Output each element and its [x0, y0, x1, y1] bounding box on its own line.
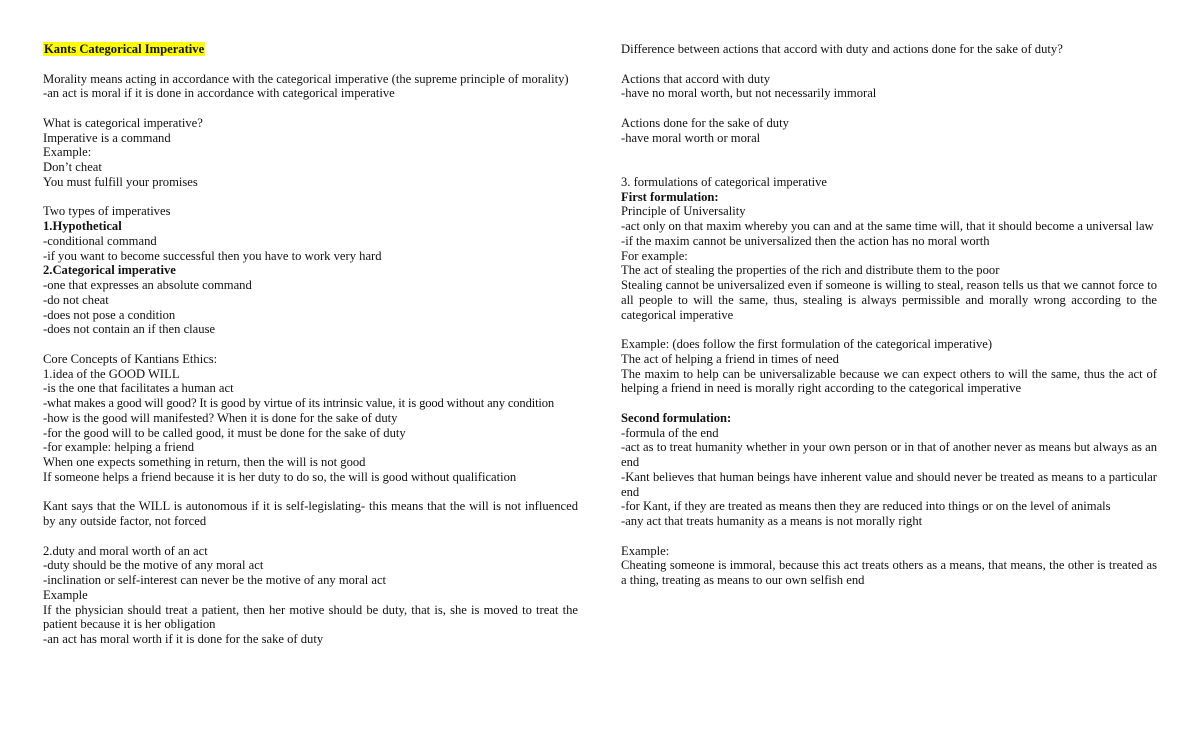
text-line: -if you want to become successful then you have to work very hard: [43, 248, 382, 263]
spacer: [621, 160, 1157, 175]
heading-hypothetical: 1.Hypothetical: [43, 219, 122, 233]
spacer: [621, 57, 1157, 72]
left-column: [43, 42, 578, 647]
text-line: -inclination or self-interest can never be the motive of any moral act: [43, 573, 387, 587]
text-line: -for the good will to be called good, it must be done for the sake of duty: [43, 425, 406, 440]
text-line: -an act has moral worth if it is done for the sake of duty: [43, 632, 324, 646]
text-line: -if the maxim cannot be universalized then the action has no moral worth: [621, 233, 990, 248]
paragraph-will: Kant says that the WILL is autonomous if it is self-legislating- this means that the will is not influenced by any outside factor, not forced: [43, 499, 578, 528]
spacer: [43, 101, 578, 116]
spacer: [43, 485, 578, 500]
text-line: The act of stealing the properties of the rich and distribute them to the poor: [621, 263, 1000, 278]
text-line: -does not contain an if then clause: [43, 322, 216, 337]
text-line: -duty should be the motive of any moral act: [43, 558, 264, 573]
paragraph-morality-detail: -an act is moral if it is done in accordance with categorical imperative: [43, 86, 395, 101]
heading-duty: 2.duty and moral worth of an act: [43, 543, 208, 558]
paragraph-morality: Morality means acting in accordance with the categorical imperative (the supreme principle of morality): [43, 71, 569, 86]
heading-core-concepts: Core Concepts of Kantians Ethics:: [43, 351, 218, 366]
text-line: Imperative is a command: [43, 130, 171, 145]
question-difference: Difference between actions that accord with duty and actions done for the sake of duty?: [621, 42, 1063, 56]
text-line: -for example: helping a friend: [43, 440, 195, 455]
spacer: [621, 529, 1157, 544]
text-line: When one expects something in return, then the will is not good: [43, 455, 366, 469]
text-line: -is the one that facilitates a human act: [43, 381, 234, 396]
text-line: -formula of the end: [621, 425, 719, 440]
heading-types: Two types of imperatives: [43, 204, 171, 219]
text-line: Actions done for the sake of duty: [621, 115, 789, 130]
text-line: -have no moral worth, but not necessarily immoral: [621, 86, 877, 101]
spacer: [43, 190, 578, 205]
right-column: [621, 42, 1157, 588]
spacer: [43, 57, 578, 72]
text-line: -what makes a good will good? It is good by virtue of its intrinsic value, it is good without any condition: [43, 396, 555, 410]
spacer: [621, 322, 1157, 337]
text-line: Actions that accord with duty: [621, 71, 770, 86]
text-line: Example:: [621, 543, 670, 558]
paragraph-stealing: Stealing cannot be universalized even if someone is willing to steal, reason tells us that we cannot force to all people to will the same, thus, stealing is always permissible and morally wrong according to the categorical imperative: [621, 278, 1157, 322]
spacer: [621, 396, 1157, 411]
question-what-is-ci: What is categorical imperative?: [43, 115, 203, 130]
text-line: -does not pose a condition: [43, 307, 176, 322]
heading-categorical: 2.Categorical imperative: [43, 263, 176, 278]
text-line: Example:: [43, 145, 92, 160]
paragraph-cheating: Cheating someone is immoral, because this act treats others as a means, that means, the other is treated as a thing, treating as means to our own selfish end: [621, 558, 1157, 587]
text-line: The act of helping a friend in times of need: [621, 351, 839, 366]
spacer: [43, 337, 578, 352]
paragraph-helping: The maxim to help can be universalizable because we can expect others to will the same, thus the act of helping a friend in need is morally right according to the categorical imperative: [621, 366, 1157, 396]
text-line: -have moral worth or moral: [621, 130, 761, 145]
paragraph-humanity: -act as to treat humanity whether in your own person or in that of another never as means but always as an end: [621, 440, 1157, 469]
spacer: [621, 101, 1157, 116]
text-line: -for Kant, if they are treated as means then they are reduced into things or on the level of animals: [621, 499, 1111, 514]
spacer: [43, 529, 578, 544]
text-line: Principle of Universality: [621, 204, 746, 219]
text-line: Don’t cheat: [43, 160, 102, 174]
document-title-line: [43, 42, 578, 57]
text-line: Example: [43, 587, 88, 602]
document-title: Kants Categorical Imperative: [44, 42, 205, 56]
text-line: Example: (does follow the first formulation of the categorical imperative): [621, 337, 993, 351]
spacer: [621, 145, 1157, 160]
text-line: For example:: [621, 248, 688, 263]
text-line: You must fulfill your promises: [43, 174, 198, 189]
text-line: If someone helps a friend because it is her duty to do so, the will is good without qualification: [43, 469, 517, 484]
text-line: -how is the good will manifested? When it is done for the sake of duty: [43, 410, 398, 425]
heading-formulations: 3. formulations of categorical imperative: [621, 174, 827, 189]
text-line: -do not cheat: [43, 292, 109, 307]
paragraph-physician: If the physician should treat a patient, then her motive should be duty, that is, she is moved to treat the patient because it is her obligation: [43, 602, 578, 632]
paragraph-inherent-value: -Kant believes that human beings have inherent value and should never be treated as means to a particular end: [621, 469, 1157, 499]
heading-second-formulation: Second formulation:: [621, 410, 732, 425]
text-line: 1.idea of the GOOD WILL: [43, 366, 180, 381]
heading-first-formulation: First formulation:: [621, 189, 719, 204]
text-line: -any act that treats humanity as a means is not morally right: [621, 514, 923, 528]
text-line: -one that expresses an absolute command: [43, 278, 252, 292]
paragraph-maxim: -act only on that maxim whereby you can and at the same time will, that it should become a universal law: [621, 219, 1154, 233]
text-line: -conditional command: [43, 233, 157, 248]
